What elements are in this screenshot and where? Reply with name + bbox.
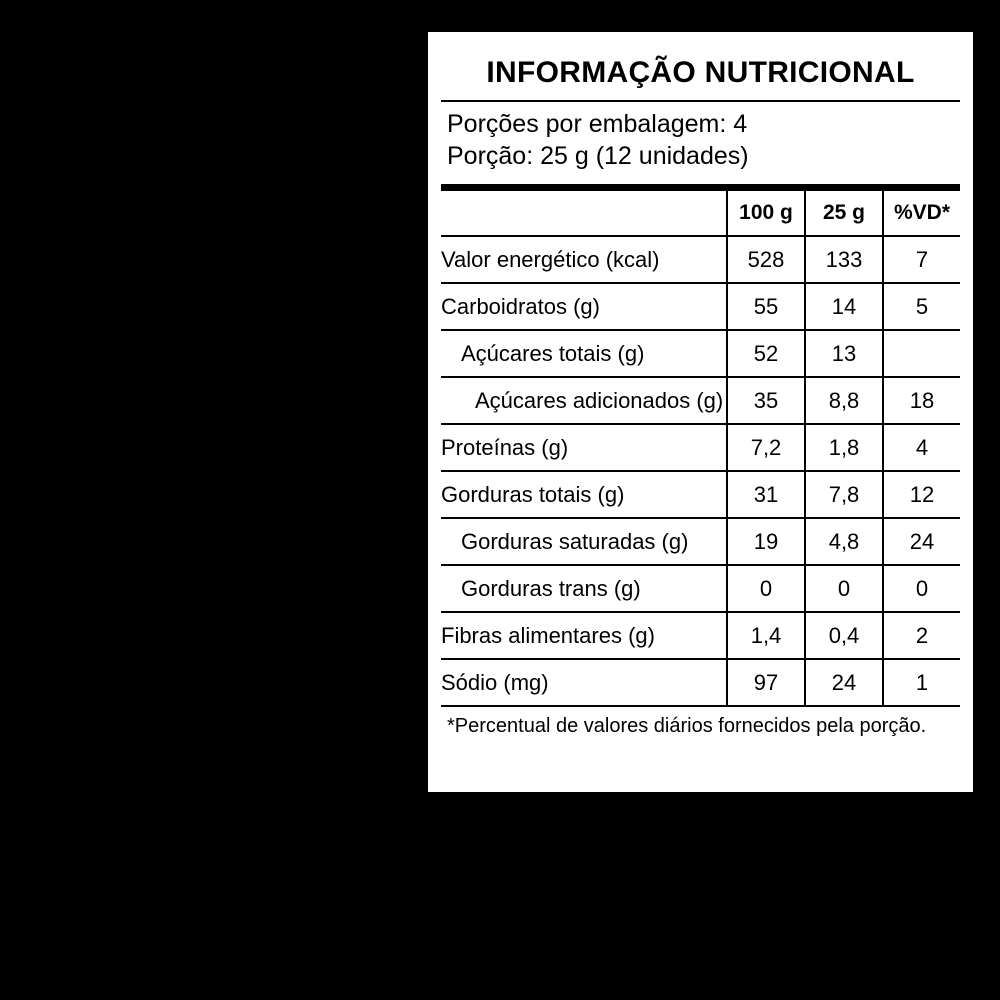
- nutrient-per-100g: 55: [727, 283, 805, 330]
- nutrient-per-serving: 13: [805, 330, 883, 377]
- nutrient-per-100g: 19: [727, 518, 805, 565]
- table-row: [441, 283, 960, 330]
- table-header-row: [441, 191, 960, 236]
- column-header-per-100g: 100 g: [727, 191, 805, 236]
- nutrient-dv: 24: [883, 518, 960, 565]
- nutrition-table-body: [441, 236, 960, 706]
- servings-per-package: Porções por embalagem: 4: [447, 110, 748, 138]
- nutrient-name: Valor energético (kcal): [441, 236, 727, 283]
- table-row: [441, 518, 960, 565]
- table-row: [441, 377, 960, 424]
- table-row: [441, 565, 960, 612]
- serving-size: Porção: 25 g (12 unidades): [447, 142, 749, 170]
- nutrient-name: Gorduras trans (g): [441, 565, 727, 612]
- nutrient-per-serving: 1,8: [805, 424, 883, 471]
- nutrient-per-serving: 0,4: [805, 612, 883, 659]
- nutrient-per-100g: 0: [727, 565, 805, 612]
- column-header-dv: %VD*: [883, 191, 960, 236]
- footnote: *Percentual de valores diários fornecidos pela porção.: [447, 715, 927, 737]
- nutrient-per-serving: 0: [805, 565, 883, 612]
- nutrient-dv: 18: [883, 377, 960, 424]
- nutrient-per-serving: 14: [805, 283, 883, 330]
- nutrient-per-serving: 133: [805, 236, 883, 283]
- nutrient-dv: [883, 330, 960, 377]
- nutrient-per-100g: 1,4: [727, 612, 805, 659]
- table-row: [441, 236, 960, 283]
- nutrient-dv: 1: [883, 659, 960, 706]
- nutrient-name: Proteínas (g): [441, 424, 727, 471]
- nutrient-dv: 2: [883, 612, 960, 659]
- nutrient-name: Sódio (mg): [441, 659, 727, 706]
- table-row: [441, 424, 960, 471]
- nutrient-name: Carboidratos (g): [441, 283, 727, 330]
- nutrient-per-serving: 24: [805, 659, 883, 706]
- nutrient-name: Gorduras totais (g): [441, 471, 727, 518]
- nutrient-dv: 4: [883, 424, 960, 471]
- column-header-per-serving: 25 g: [805, 191, 883, 236]
- nutrition-table: [441, 191, 960, 707]
- serving-info: [441, 102, 960, 178]
- nutrient-per-100g: 52: [727, 330, 805, 377]
- nutrient-per-100g: 35: [727, 377, 805, 424]
- table-row: [441, 471, 960, 518]
- nutrient-per-serving: 7,8: [805, 471, 883, 518]
- header-divider: [441, 184, 960, 191]
- table-row: [441, 659, 960, 706]
- nutrient-name: Açúcares adicionados (g): [441, 377, 727, 424]
- column-header-nutrient: [441, 191, 727, 236]
- nutrition-table-head: [441, 191, 960, 236]
- table-row: [441, 612, 960, 659]
- nutrient-per-serving: 4,8: [805, 518, 883, 565]
- nutrition-facts-panel: [428, 32, 973, 792]
- nutrient-name: Gorduras saturadas (g): [441, 518, 727, 565]
- nutrient-per-100g: 7,2: [727, 424, 805, 471]
- nutrient-dv: 12: [883, 471, 960, 518]
- nutrient-per-100g: 528: [727, 236, 805, 283]
- nutrient-per-serving: 8,8: [805, 377, 883, 424]
- nutrient-name: Fibras alimentares (g): [441, 612, 727, 659]
- nutrient-per-100g: 97: [727, 659, 805, 706]
- page-title: INFORMAÇÃO NUTRICIONAL: [486, 56, 915, 89]
- nutrition-facts-inner: [441, 44, 960, 780]
- nutrient-dv: 0: [883, 565, 960, 612]
- nutrient-name: Açúcares totais (g): [441, 330, 727, 377]
- table-row: [441, 330, 960, 377]
- nutrient-dv: 5: [883, 283, 960, 330]
- nutrient-per-100g: 31: [727, 471, 805, 518]
- nutrient-dv: 7: [883, 236, 960, 283]
